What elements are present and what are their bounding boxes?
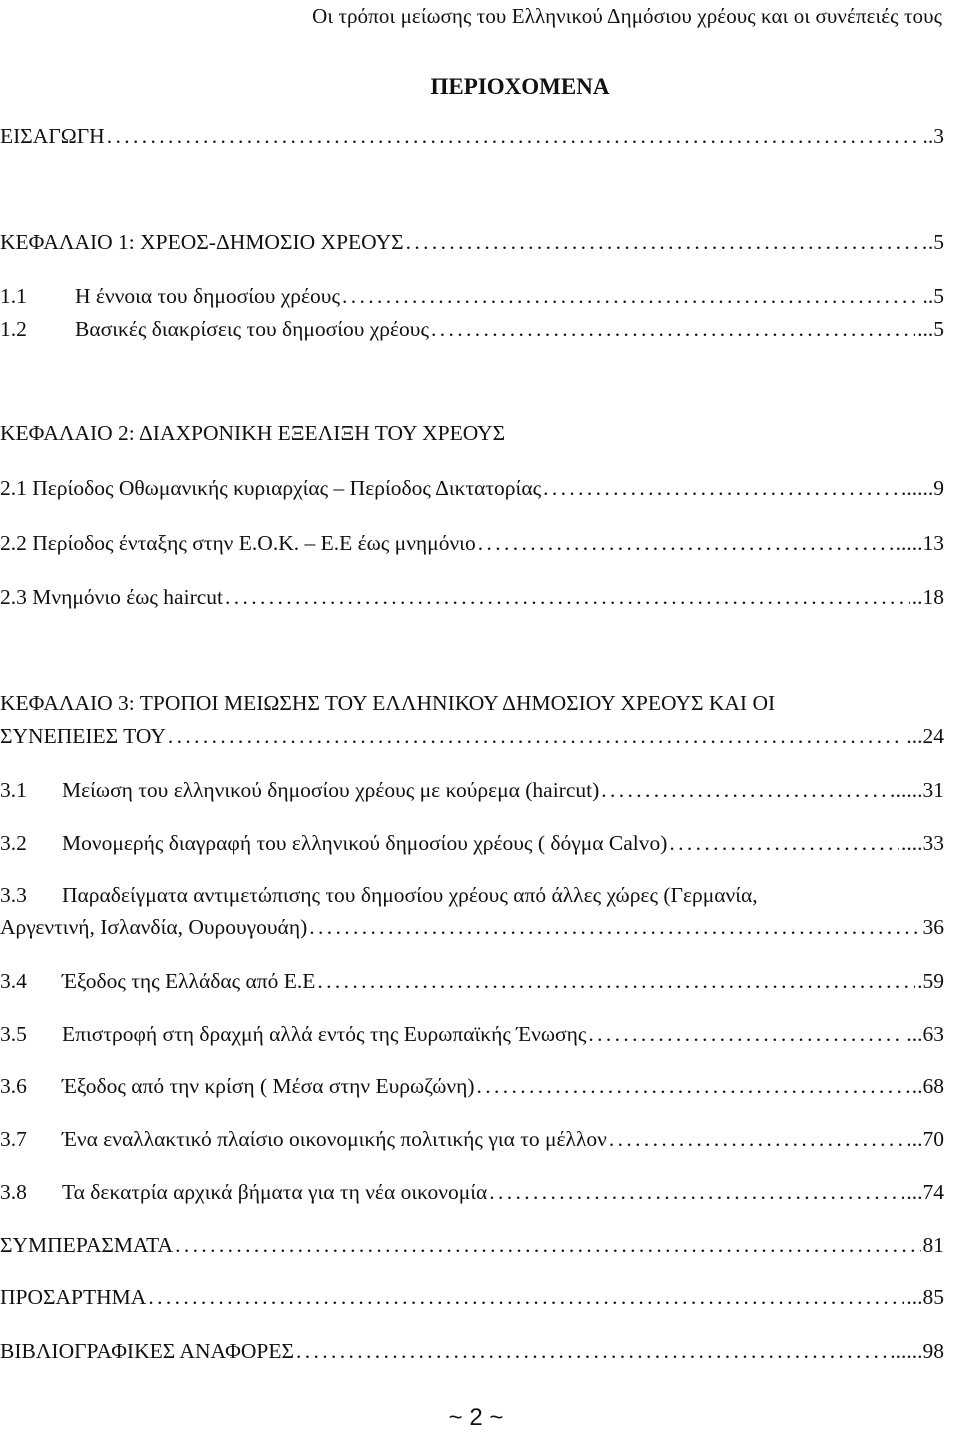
toc-entry-page: .59 [917, 969, 944, 993]
toc-entry-2-1[interactable] [0, 476, 944, 506]
toc-entry-conclusions[interactable] [0, 1233, 944, 1263]
toc-entry-page: ...85 [906, 1285, 944, 1309]
toc-entry-page: ..3 [922, 124, 944, 148]
toc-entry-label: ΣΥΜΠΕΡΑΣΜΑΤΑ [0, 1233, 174, 1257]
toc-entry-label: 2.2 Περίοδος ένταξης στην Ε.Ο.Κ. – Ε.Ε έως μνημόνιο [0, 531, 476, 555]
toc-title: ΠΕΡΙΟΧΟΜΕΝΑ [430, 74, 610, 99]
toc-entry-label: Επιστροφή στη δραχμή αλλά εντός της Ευρωπαϊκής Ένωσης [62, 1022, 587, 1046]
toc-entry-chapter-1[interactable] [0, 230, 944, 260]
toc-entry-1-1[interactable] [0, 284, 944, 314]
toc-entry-page: ..5 [922, 284, 944, 308]
dot-leader [588, 1022, 904, 1047]
toc-entry-page: .5 [927, 230, 944, 254]
toc-entry-number: 3.2 [0, 831, 27, 855]
dot-leader [601, 778, 893, 803]
toc-entry-page: ......98 [890, 1339, 944, 1363]
toc-entry-3-4[interactable] [0, 969, 944, 999]
dot-leader [478, 531, 894, 556]
toc-entry-3-8[interactable] [0, 1180, 944, 1210]
toc-entry-label: 2.1 Περίοδος Οθωμανικής κυριαρχίας – Περίοδος Δικτατορίας [0, 476, 542, 500]
toc-entry-number: 1.2 [0, 317, 27, 341]
dot-leader [309, 915, 920, 940]
dot-leader [317, 969, 915, 994]
toc-entry-page: ...74 [906, 1180, 944, 1204]
toc-entry-page: .....31 [895, 778, 944, 802]
toc-entry-label: Η έννοια του δημοσίου χρέους [75, 284, 340, 308]
toc-entry-number: 3.4 [0, 969, 27, 993]
dot-leader [477, 1074, 910, 1099]
toc-entry-number: 3.6 [0, 1074, 27, 1098]
toc-entry-2-3[interactable] [0, 585, 944, 615]
toc-entry-number: 3.8 [0, 1180, 27, 1204]
toc-entry-chapter-3-line-2[interactable] [0, 724, 944, 754]
toc-entry-bibliography[interactable] [0, 1339, 944, 1369]
dot-leader [168, 724, 904, 749]
toc-entry-page: 81 [922, 1233, 944, 1257]
toc-entry-3-2[interactable] [0, 831, 944, 861]
toc-entry-3-3-line-2[interactable] [0, 915, 944, 945]
dot-leader [543, 476, 899, 501]
page-number: ~ 2 ~ [448, 1404, 504, 1431]
toc-entry-page: ......9 [901, 476, 944, 500]
toc-entry-label: Τα δεκατρία αρχικά βήματα για τη νέα οικονομία [62, 1180, 488, 1204]
toc-entry-label: ΒΙΒΛΙΟΓΡΑΦΙΚΕΣ ΑΝΑΦΟΡΕΣ [0, 1339, 294, 1363]
dot-leader [431, 317, 915, 342]
toc-entry-page: ..68 [911, 1074, 944, 1098]
toc-entry-3-5[interactable] [0, 1022, 944, 1052]
toc-entry-page: ..70 [911, 1127, 944, 1151]
toc-entry-3-3-line-1[interactable] [0, 883, 944, 913]
toc-entry-number: 1.1 [0, 284, 27, 308]
toc-entry-page: ...24 [906, 724, 944, 748]
toc-entry-label: Έξοδος από την κρίση ( Μέσα στην Ευρωζώνη) [62, 1074, 475, 1098]
toc-entry-number: 3.1 [0, 778, 27, 802]
toc-entry-label: ΣΥΝΕΠΕΙΕΣ ΤΟΥ [0, 724, 166, 748]
toc-entry-page: 36 [922, 915, 944, 939]
toc-entry-page: ...63 [906, 1022, 944, 1046]
toc-entry-chapter-2[interactable] [0, 421, 944, 451]
dot-leader [296, 1339, 888, 1364]
toc-entry-label: Μείωση του ελληνικού δημοσίου χρέους με κούρεμα (haircut) [62, 778, 600, 802]
dot-leader [489, 1180, 904, 1205]
toc-entry-label: ΕΙΣΑΓΩΓΗ [0, 124, 105, 148]
dot-leader [175, 1233, 920, 1258]
dot-leader [669, 831, 899, 856]
toc-entry-3-1[interactable] [0, 778, 944, 808]
toc-entry-label: Βασικές διακρίσεις του δημοσίου χρέους [75, 317, 429, 341]
dot-leader [148, 1285, 904, 1310]
toc-entry-2-2[interactable] [0, 531, 944, 561]
toc-entry-label: Παραδείγματα αντιμετώπισης του δημοσίου χρέους από άλλες χώρες (Γερμανία, [62, 883, 758, 907]
dot-leader [342, 284, 921, 309]
toc-entry-label: ΚΕΦΑΛΑΙΟ 3: ΤΡΟΠΟΙ ΜΕΙΩΣΗΣ ΤΟΥ ΕΛΛΗΝΙΚΟΥ ΔΗΜΟΣΙΟΥ ΧΡΕΟΥΣ ΚΑΙ ΟΙ [0, 691, 776, 715]
toc-entry-number: 3.7 [0, 1127, 27, 1151]
toc-entry-number: 3.5 [0, 1022, 27, 1046]
running-header: Οι τρόποι μείωσης του Ελληνικού Δημόσιου χρέους και οι συνέπειές τους [312, 4, 942, 28]
toc-entry-label: ΚΕΦΑΛΑΙΟ 1: ΧΡΕΟΣ-ΔΗΜΟΣΙΟ ΧΡΕΟΥΣ [0, 230, 404, 254]
toc-entry-page: ...5 [917, 317, 944, 341]
dot-leader [225, 585, 910, 610]
toc-entry-label: 2.3 Μνημόνιο έως haircut [0, 585, 223, 609]
dot-leader [406, 230, 926, 255]
toc-entry-chapter-3-line-1[interactable] [0, 691, 944, 721]
toc-entry-page: ..18 [911, 585, 944, 609]
toc-entry-label: Ένα εναλλακτικό πλαίσιο οικονομικής πολιτικής για το μέλλον [62, 1127, 607, 1151]
toc-entry-3-6[interactable] [0, 1074, 944, 1104]
toc-entry-page: ....33 [901, 831, 944, 855]
toc-entry-number: 3.3 [0, 883, 27, 907]
toc-entry-1-2[interactable] [0, 317, 944, 347]
toc-entry-page: .....13 [895, 531, 944, 555]
dot-leader [107, 124, 921, 149]
toc-entry-appendix[interactable] [0, 1285, 944, 1315]
toc-entry-label: Μονομερής διαγραφή του ελληνικού δημοσίου χρέους ( δόγμα Calvo) [62, 831, 668, 855]
toc-entry-label: Αργεντινή, Ισλανδία, Ουρουγουάη) [0, 915, 308, 939]
toc-entry-label: Έξοδος της Ελλάδας από Ε.Ε [62, 969, 316, 993]
toc-entry-label: ΚΕΦΑΛΑΙΟ 2: ΔΙΑΧΡΟΝΙΚΗ ΕΞΕΛΙΞΗ ΤΟΥ ΧΡΕΟΥΣ [0, 421, 506, 445]
toc-entry-introduction[interactable] [0, 124, 944, 154]
toc-entry-3-7[interactable] [0, 1127, 944, 1157]
dot-leader [609, 1127, 910, 1152]
toc-entry-label: ΠΡΟΣΑΡΤΗΜΑ [0, 1285, 147, 1309]
